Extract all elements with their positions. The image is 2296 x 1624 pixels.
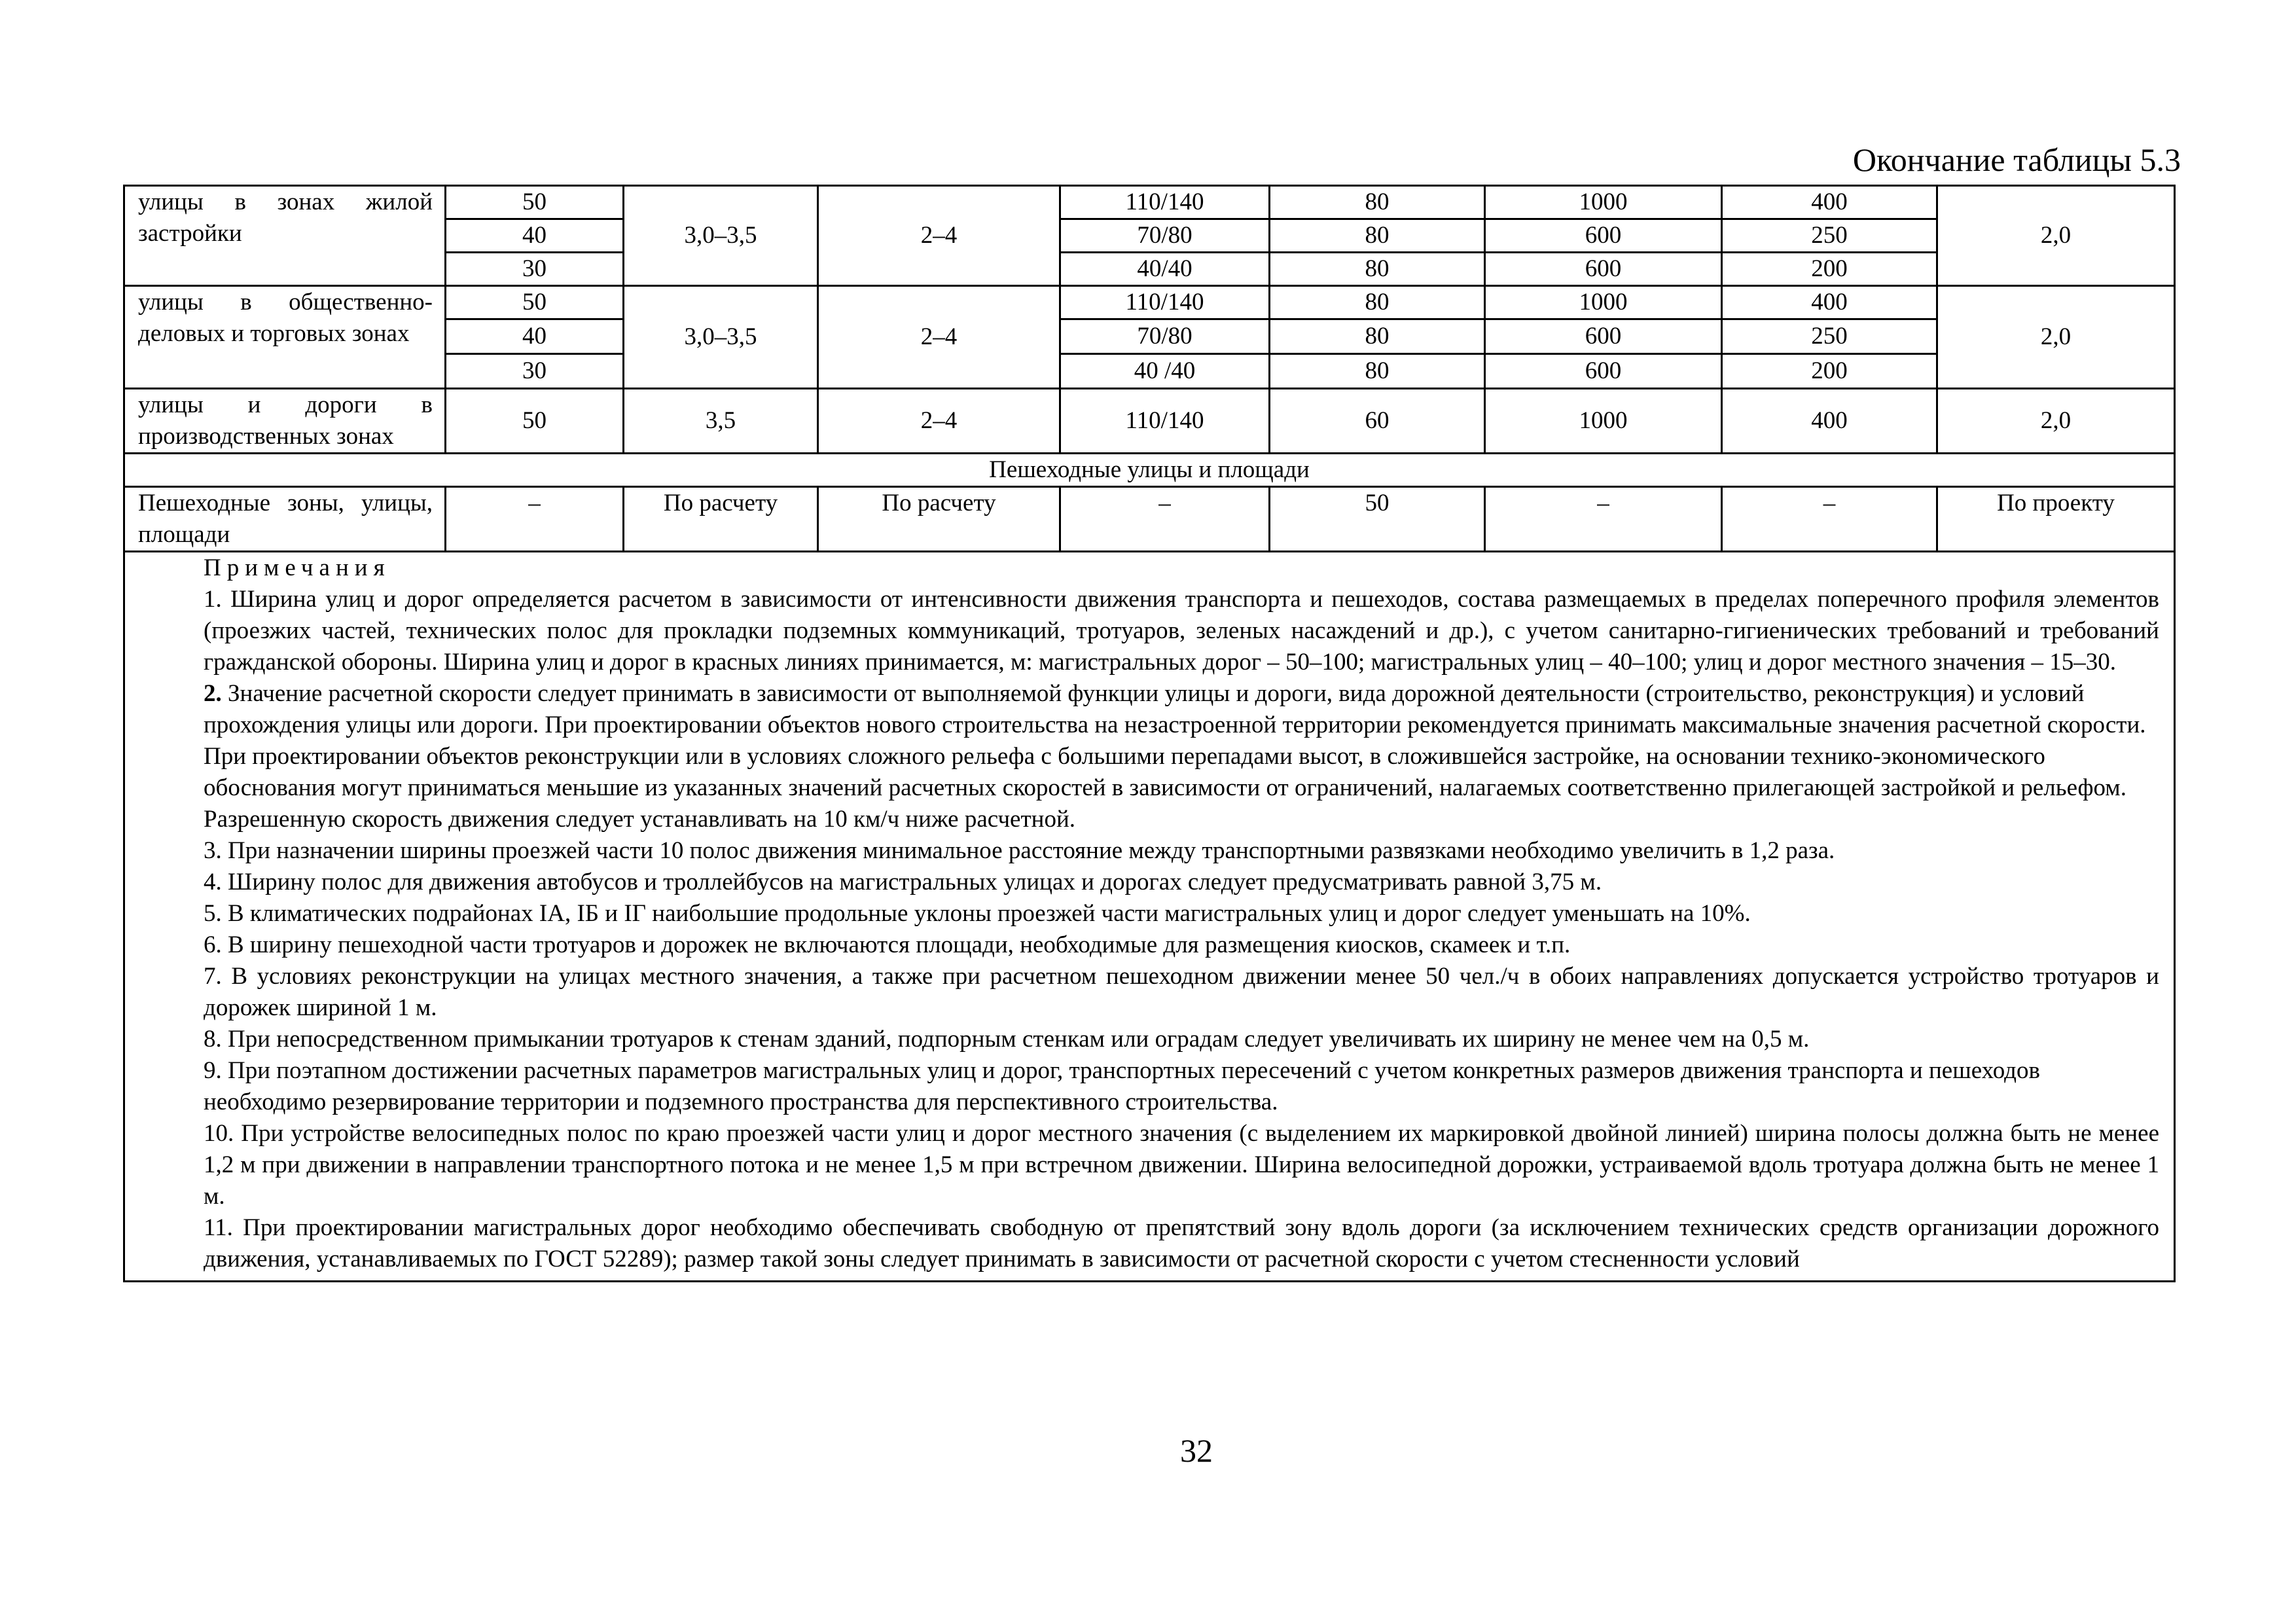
table-row [124, 286, 2175, 319]
sidewalk-cell: 2,0 [1937, 286, 2175, 389]
visibility-horizontal-cell: 200 [1722, 253, 1937, 286]
visibility-horizontal-cell: 400 [1722, 186, 1937, 219]
note-2-number: 2. [204, 680, 222, 707]
sidewalk-cell: По проекту [1937, 487, 2175, 552]
visibility-vertical-cell: 600 [1485, 253, 1722, 286]
note-10: 10. При устройстве велосипедных полос по краю проезжей части улиц и дорог местного значения (с выделением их маркировкой двойной линией) ширина полосы должна быть не менее 1,2 м при движении в направлении транспортного потока и не менее 1,5 м при встречном движении. Ширина велосипедной дорожки, устраиваемой вдоль тротуара должна быть не менее 1 м. [204, 1120, 2159, 1210]
lane-width-cell: 3,0–3,5 [624, 286, 818, 389]
visibility-horizontal-cell: – [1722, 487, 1937, 552]
sidewalk-cell: 2,0 [1937, 389, 2175, 454]
table-row [124, 186, 2175, 219]
lanes-cell: 2–4 [818, 389, 1060, 454]
visibility-vertical-cell: 600 [1485, 319, 1722, 354]
speed-cell: 40 [446, 219, 624, 253]
slope-cell: 80 [1270, 253, 1485, 286]
radius-cell: 40 /40 [1060, 354, 1270, 389]
notes-title: Примечания [204, 554, 391, 581]
row-name: улицы в зонах жилой застройки [124, 186, 446, 286]
note-7: 7. В условиях реконструкции на улицах местного значения, а также при расчетном пешеходном движении менее 50 чел./ч в обоих направлениях допускается устройство тротуаров и дорожек шириной 1 м. [204, 963, 2159, 1021]
radius-cell: 110/140 [1060, 286, 1270, 319]
lanes-cell: По расчету [818, 487, 1060, 552]
note-9: 9. При поэтапном достижении расчетных параметров магистральных улиц и дорог, транспортных пересечений с учетом конкретных размеров движения транспорта и пешеходов необходимо резервирование территории и подземного пространства для перспективного строительства. [204, 1057, 2040, 1115]
slope-cell: 80 [1270, 319, 1485, 354]
speed-cell: 50 [446, 389, 624, 454]
radius-cell: 70/80 [1060, 219, 1270, 253]
street-parameters-table [123, 185, 2176, 1282]
notes-row [124, 552, 2175, 1282]
slope-cell: 80 [1270, 354, 1485, 389]
visibility-vertical-cell: 1000 [1485, 389, 1722, 454]
slope-cell: 80 [1270, 286, 1485, 319]
note-1: 1. Ширина улиц и дорог определяется расчетом в зависимости от интенсивности движения транспорта и пешеходов, состава размещаемых в пределах поперечного профиля элементов (проезжих частей, технических полос для прокладки подземных коммуникаций, тротуаров, зеленых насаждений и др.), с учетом санитарно-гигиенических требований и требований гражданской обороны. Ширина улиц и дорог в красных линиях принимается, м: магистральных дорог – 50–100; магистральных улиц – 40–100; улиц и дорог местного значения – 15–30. [204, 586, 2159, 676]
radius-cell: – [1060, 487, 1270, 552]
visibility-horizontal-cell: 200 [1722, 354, 1937, 389]
note-8: 8. При непосредственном примыкании тротуаров к стенам зданий, подпорным стенкам или оградам следует увеличивать их ширину не менее чем на 0,5 м. [204, 1026, 1810, 1053]
page-number: 32 [1180, 1432, 1213, 1469]
row-name: улицы в общественно-деловых и торговых зонах [124, 286, 446, 389]
lanes-cell: 2–4 [818, 186, 1060, 286]
speed-cell: 50 [446, 286, 624, 319]
note-11: 11. При проектировании магистральных дорог необходимо обеспечивать свободную от препятствий зону вдоль дороги (за исключением технических средств организации дорожного движения, устанавливаемых по ГОСТ 52289); размер такой зоны следует принимать в зависимости от расчетной скорости с учетом стесненности условий [204, 1214, 2159, 1272]
section-header: Пешеходные улицы и площади [124, 454, 2175, 487]
speed-cell: 50 [446, 186, 624, 219]
visibility-vertical-cell: – [1485, 487, 1722, 552]
visibility-vertical-cell: 1000 [1485, 286, 1722, 319]
visibility-horizontal-cell: 250 [1722, 219, 1937, 253]
row-name: улицы и дороги в производственных зонах [124, 389, 446, 454]
row-name: Пешеходные зоны, улицы, площади [124, 487, 446, 552]
note-2 [204, 678, 2159, 835]
sidewalk-cell: 2,0 [1937, 186, 2175, 286]
radius-cell: 40/40 [1060, 253, 1270, 286]
slope-cell: 80 [1270, 186, 1485, 219]
note-3: 3. При назначении ширины проезжей части 10 полос движения минимальное расстояние между транспортными развязками необходимо увеличить в 1,2 раза. [204, 837, 1835, 864]
visibility-horizontal-cell: 250 [1722, 319, 1937, 354]
radius-cell: 70/80 [1060, 319, 1270, 354]
speed-cell: – [446, 487, 624, 552]
speed-cell: 40 [446, 319, 624, 354]
visibility-horizontal-cell: 400 [1722, 286, 1937, 319]
lane-width-cell: 3,5 [624, 389, 818, 454]
slope-cell: 50 [1270, 487, 1485, 552]
note-2-text: Значение расчетной скорости следует принимать в зависимости от выполняемой функции улицы и дороги, вида дорожной деятельности (строительство, реконструкция) и условий прохождения улицы или дороги. При проектировании объектов нового строительства на незастроенной территории рекомендуется принимать максимальные значения расчетной скорости. При проектировании объектов реконструкции или в условиях сложного рельефа с большими перепадами высот, в сложившейся застройке, на основании технико-экономического обоснования могут приниматься меньшие из указанных значений расчетных скоростей в зависимости от ограничений, налагаемых соответственно прилегающей застройкой и рельефом. Разрешенную скорость движения следует устанавливать на 10 км/ч ниже расчетной. [204, 680, 2146, 833]
note-6: 6. В ширину пешеходной части тротуаров и дорожек не включаются площади, необходимые для размещения киосков, скамеек и т.п. [204, 931, 1571, 958]
table-caption: Окончание таблицы 5.3 [1852, 141, 2181, 178]
slope-cell: 80 [1270, 219, 1485, 253]
table-row [124, 487, 2175, 552]
lanes-cell: 2–4 [818, 286, 1060, 389]
lane-width-cell: По расчету [624, 487, 818, 552]
note-4: 4. Ширину полос для движения автобусов и троллейбусов на магистральных улицах и дорогах следует предусматривать равной 3,75 м. [204, 869, 1602, 895]
speed-cell: 30 [446, 253, 624, 286]
radius-cell: 110/140 [1060, 186, 1270, 219]
slope-cell: 60 [1270, 389, 1485, 454]
speed-cell: 30 [446, 354, 624, 389]
lane-width-cell: 3,0–3,5 [624, 186, 818, 286]
note-5: 5. В климатических подрайонах IА, IБ и IГ наибольшие продольные уклоны проезжей части магистральных улиц и дорог следует уменьшать на 10%. [204, 900, 1751, 927]
notes-cell [124, 552, 2175, 1282]
table-row [124, 454, 2175, 487]
visibility-vertical-cell: 1000 [1485, 186, 1722, 219]
visibility-vertical-cell: 600 [1485, 219, 1722, 253]
radius-cell: 110/140 [1060, 389, 1270, 454]
visibility-vertical-cell: 600 [1485, 354, 1722, 389]
visibility-horizontal-cell: 400 [1722, 389, 1937, 454]
table-row [124, 389, 2175, 454]
